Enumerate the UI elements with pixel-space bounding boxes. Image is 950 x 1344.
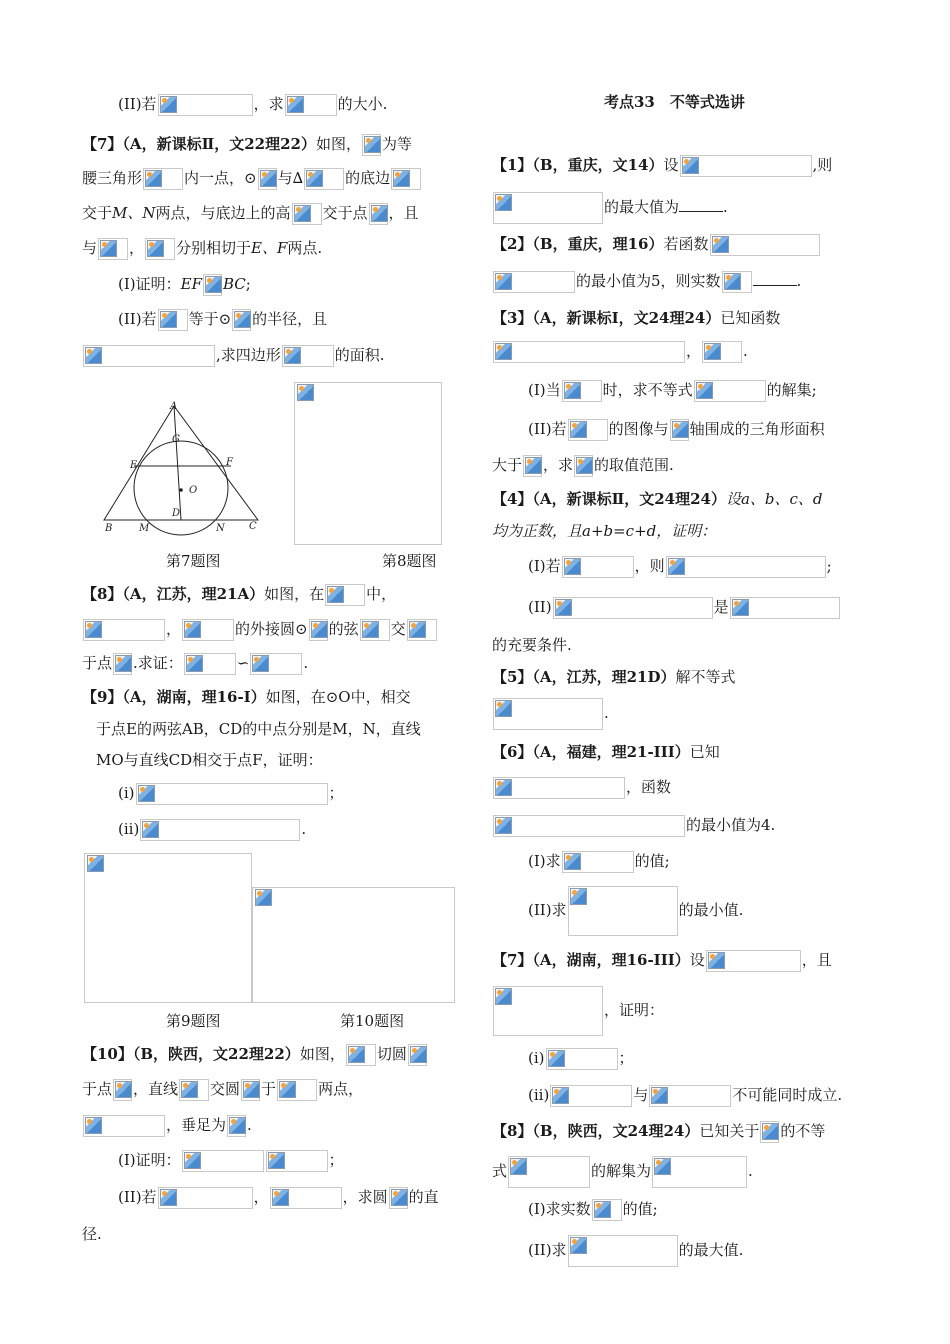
broken-image-icon (680, 155, 812, 177)
figure-7-triangle-circle (100, 398, 285, 540)
q8-line3: 于点 .求证： ∽ . (82, 651, 308, 675)
q10-line3: ，垂足为 . (82, 1113, 252, 1137)
q7-part-ii: (II)若 等于⊙ 的半径，且 (118, 307, 327, 331)
figure-9-caption: 第9题图 (166, 1012, 221, 1030)
r-q8-line2: 式 的解集为 . (492, 1156, 753, 1188)
broken-image-icon (179, 1079, 209, 1101)
r-q7-part-i: (i) ； (528, 1046, 634, 1070)
broken-image-icon (86, 854, 108, 876)
q7-line1: 【7】（A，新课标Ⅱ，文22理22）如图， 为等 (82, 132, 412, 156)
broken-image-icon (493, 777, 625, 799)
r-q3-part-i: (I)当 时，求不等式 的解集; (528, 378, 817, 402)
label-N: N (216, 523, 225, 534)
r-q1-line2: 的最大值为 . (492, 192, 728, 224)
broken-image-icon (562, 851, 634, 873)
q7-part-i: (I)证明：EF BC; (118, 272, 251, 296)
q10-line1: 【10】（B，陕西，文22理22）如图， 切圆 (82, 1042, 428, 1066)
q7-line2: 腰三角形 内一点，⊙ 与∆ 的底边 (82, 166, 422, 190)
broken-image-icon (182, 619, 234, 641)
label-E: E (130, 460, 138, 471)
section-title: 考点33 不等式选讲 (604, 93, 745, 111)
label-O: O (189, 485, 198, 496)
broken-image-icon (550, 1085, 632, 1107)
broken-image-icon (250, 653, 302, 675)
figure-10-caption: 第10题图 (340, 1012, 405, 1030)
broken-image-icon (113, 1079, 132, 1101)
figure-7-caption: 第7题图 (166, 552, 221, 570)
figure-8-image (294, 382, 442, 545)
broken-image-icon (266, 1150, 328, 1172)
broken-image-icon (710, 234, 820, 256)
broken-image-icon (592, 1199, 622, 1221)
broken-image-icon (182, 1150, 264, 1172)
broken-image-icon (282, 345, 334, 367)
answer-blank (679, 196, 723, 212)
label-C: C (249, 521, 257, 532)
q10-part-ii: (II)若 ， ，求圆 的直 (118, 1185, 439, 1209)
r-q3-line2: ， . (492, 339, 748, 363)
r-q3-line1: 【3】（A，新课标Ⅰ，文24理24）已知函数 (492, 309, 781, 327)
r-q2-line1: 【2】（B，重庆，理16）若函数 (492, 232, 821, 256)
r-q7-part-ii: (ii) 与 不可能同时成立. (528, 1083, 842, 1107)
r-q1-line1: 【1】（B，重庆，文14）设 ,则 (492, 153, 832, 177)
broken-image-icon (203, 274, 222, 296)
broken-image-icon (309, 619, 328, 641)
broken-image-icon (158, 1187, 253, 1209)
broken-image-icon (83, 345, 215, 367)
broken-image-icon (523, 455, 542, 477)
r-q6-line3: 的最小值为4. (492, 813, 775, 837)
q9-line1: 【9】（A，湖南，理16-I）如图，在⊙O中，相交 (82, 688, 411, 706)
r-q6-line1: 【6】（A，福建，理21-III）已知 (492, 743, 720, 761)
broken-image-icon (389, 1187, 408, 1209)
broken-image-icon (241, 1079, 260, 1101)
broken-image-icon (83, 619, 165, 641)
broken-image-icon (666, 556, 826, 578)
broken-image-icon (553, 597, 713, 619)
broken-image-icon (325, 584, 365, 606)
broken-image-icon (140, 819, 300, 841)
q10-part-i: (I)证明： ； (118, 1148, 344, 1172)
broken-image-icon (158, 309, 188, 331)
r-q3-part-ii: (II)若 的图像与 轴围成的三角形面积 (528, 417, 825, 441)
r-q7-line1: 【7】（A，湖南，理16-III）设 ，且 (492, 948, 832, 972)
broken-image-icon (493, 815, 685, 837)
r-q8-part-i: (I)求实数 的值; (528, 1197, 658, 1221)
q7-part-ii-cont: ,求四边形 的面积. (82, 343, 385, 367)
broken-image-icon (98, 238, 128, 260)
q7-line4: 与 ， 分别相切于E、F两点. (82, 236, 322, 260)
broken-image-icon (184, 653, 236, 675)
broken-image-icon (292, 203, 322, 225)
r-q8-line1: 【8】（B，陕西，文24理24）已知关于 的不等 (492, 1119, 825, 1143)
figure-10-image (252, 887, 455, 1003)
r-q6-part-i: (I)求 的值; (528, 849, 670, 873)
broken-image-icon (493, 192, 603, 224)
broken-image-icon (670, 419, 689, 441)
label-A: A (170, 401, 178, 412)
q9-line2: 于点E的两弦AB，CD的中点分别是M，N，直线 (96, 720, 421, 738)
answer-blank (753, 270, 797, 286)
r-q4-part-ii-cont: 的充要条件. (492, 636, 572, 654)
label-M: M (139, 523, 150, 534)
r-q3-part-ii-cont: 大于 ，求 的取值范围. (492, 453, 674, 477)
broken-image-icon (730, 597, 840, 619)
broken-image-icon (304, 168, 344, 190)
broken-image-icon (227, 1115, 246, 1137)
broken-image-icon (83, 1115, 165, 1137)
label-D: D (172, 508, 181, 519)
label-F: F (226, 457, 233, 468)
broken-image-icon (493, 271, 575, 293)
broken-image-icon (760, 1121, 779, 1143)
r-q6-line2: ，函数 (492, 775, 671, 799)
figure-9-image (84, 853, 252, 1003)
broken-image-icon (493, 698, 603, 730)
r-q5-line1: 【5】（A，江苏，理21D）解不等式 (492, 668, 736, 686)
broken-image-icon (362, 134, 381, 156)
broken-image-icon (493, 986, 603, 1036)
q6-part-ii: (II)若 ，求 的大小. (118, 92, 387, 116)
broken-image-icon (568, 1235, 678, 1267)
broken-image-icon (369, 203, 388, 225)
broken-image-icon (493, 341, 685, 363)
r-q4-line2: 均为正数，且a+b=c+d，证明： (492, 522, 717, 540)
q10-part-ii-cont: 径. (82, 1225, 102, 1243)
broken-image-icon (143, 168, 183, 190)
broken-image-icon (652, 1156, 747, 1188)
broken-image-icon (694, 380, 766, 402)
broken-image-icon (568, 419, 608, 441)
broken-image-icon (360, 619, 390, 641)
q10-line2: 于点 ，直线 交圆 于 两点， (82, 1077, 363, 1101)
broken-image-icon (296, 383, 318, 405)
broken-image-icon (346, 1044, 376, 1066)
broken-image-icon (562, 556, 634, 578)
r-q2-line2: 的最小值为5，则实数 . (492, 269, 801, 293)
broken-image-icon (706, 950, 801, 972)
q7-line3: 交于M、N两点，与底边上的高 交于点 ，且 (82, 201, 419, 225)
broken-image-icon (568, 886, 678, 936)
broken-image-icon (562, 380, 602, 402)
q8-line2: ， 的外接圆⊙ 的弦 交 (82, 617, 438, 641)
r-q5-line2: . (492, 698, 609, 730)
broken-image-icon (254, 888, 276, 910)
r-q6-part-ii: (II)求 的最小值. (528, 886, 743, 936)
broken-image-icon (649, 1085, 731, 1107)
broken-image-icon (277, 1079, 317, 1101)
broken-image-icon (113, 653, 132, 675)
figure-8-caption: 第8题图 (382, 552, 437, 570)
broken-image-icon (145, 238, 175, 260)
broken-image-icon (270, 1187, 342, 1209)
broken-image-icon (722, 271, 752, 293)
broken-image-icon (158, 94, 253, 116)
q9-line3: MO与直线CD相交于点F，证明： (96, 751, 323, 769)
broken-image-icon (391, 168, 421, 190)
broken-image-icon (508, 1156, 590, 1188)
broken-image-icon (574, 455, 593, 477)
q9-part-ii: (ii) . (118, 817, 306, 841)
q9-part-i: (i) ； (118, 781, 344, 805)
broken-image-icon (408, 1044, 427, 1066)
broken-image-icon (285, 94, 337, 116)
broken-image-icon (232, 309, 251, 331)
label-B: B (105, 523, 113, 534)
broken-image-icon (546, 1048, 618, 1070)
broken-image-icon (136, 783, 328, 805)
broken-image-icon (258, 168, 277, 190)
broken-image-icon (407, 619, 437, 641)
label-G: G (172, 434, 180, 445)
q8-line1: 【8】（A，江苏，理21A）如图，在 中， (82, 582, 396, 606)
r-q7-line2: ，证明： (492, 986, 664, 1036)
r-q4-line1: 【4】（A，新课标Ⅱ，文24理24）设a、b、c、d (492, 490, 823, 508)
r-q4-part-i: (I)若 ，则 ; (528, 554, 832, 578)
broken-image-icon (702, 341, 742, 363)
r-q4-part-ii: (II) 是 (528, 595, 841, 619)
r-q8-part-ii: (II)求 的最大值. (528, 1235, 743, 1267)
